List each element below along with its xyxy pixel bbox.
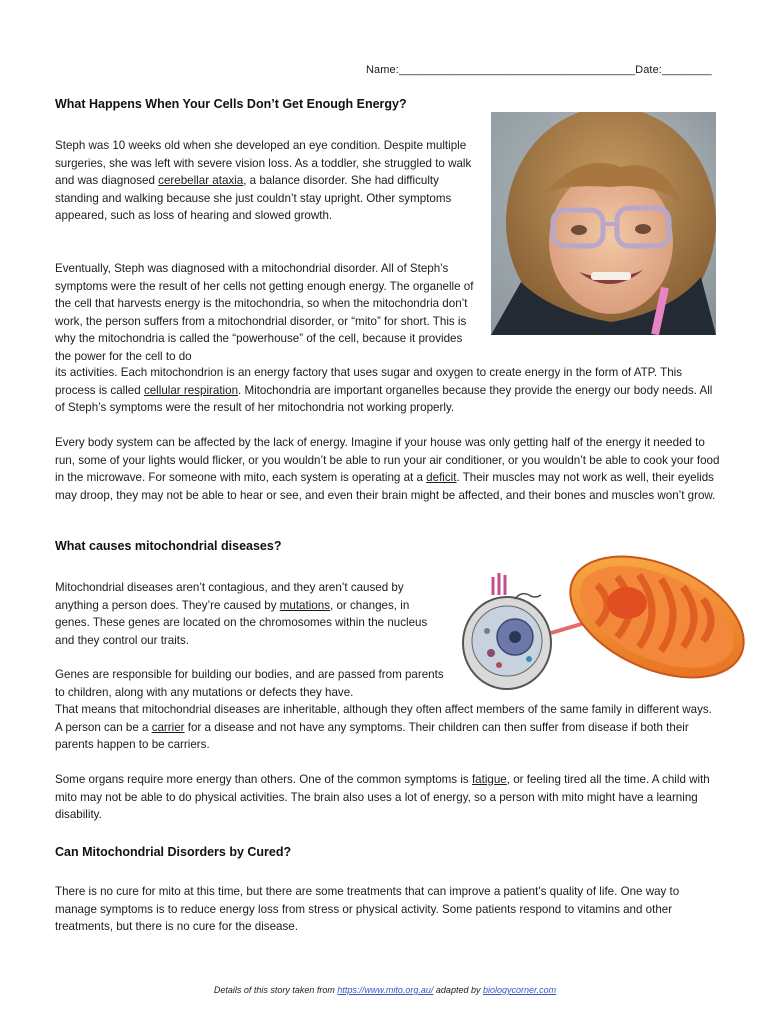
section1-p2-text-a: its activities. Each mitochondrion is an energy factory that uses sugar and oxygen to create energy in the form of ATP. This process is called [55,366,683,397]
section2-p1-text-a: Mitochondrial diseases aren’t contagious, and they aren’t caused by anything a person does. They’re caused by [55,581,404,612]
section1-paragraph-2-full [55,364,720,417]
footer-middle: adapted by [433,985,483,995]
section2-heading: What causes mitochondrial diseases? [55,539,282,553]
footer-prefix: Details of this story taken from [213,985,338,995]
section1-paragraph-2-wrapped: Eventually, Steph was diagnosed with a mitochondrial disorder. All of Steph’s symptoms were the result of her cells not getting enough energy. The organelle of the cell that harvests energy is the mitochondria, so when the mitochondria don’t work, the person suffers from a mitochondrial disorder, or “mito” for short. This is why the mitochondria is called the “powerhouse” of the cell, because it provides the power for the cell to do [55,262,474,363]
name-date-line: Name:______________________________________Date:________ [366,64,712,76]
term-cerebellar-ataxia: cerebellar ataxia [158,174,244,188]
cell-mitochondrion-illustration [457,555,757,695]
section1-paragraph-3 [55,434,720,504]
section1-p1-text-b: , a balance disorder. She had difficulty standing and walking because she just couldn’t stay upright. Other symptoms appeared, such as loss of hearing and slowed growth. [55,174,452,223]
footer-credit [0,985,770,995]
section1-p3-text-b: . Their muscles may not work as well, their eyelids may droop, they may not be able to hear or see, and even their brain might be affected, and their bones and muscles won’t grow. [55,471,716,502]
section1-paragraph-1 [55,137,480,225]
section1-p2-text-b: . Mitochondria are important organelles because they provide the energy our body needs. All of Steph’s symptoms were the result of her mitochondria not working properly. [55,383,713,415]
section2-paragraph-2-wrapped: Genes are responsible for building our bodies, and are passed from parents to children, along with any mutations or defects they have. [55,668,444,699]
section2-paragraph-2-full [55,701,720,754]
section2-p3-text-a: Some organs require more energy than others. One of the common symptoms is [55,773,472,786]
section1-p1-text-a: Steph was 10 weeks old when she developed an eye condition. Despite multiple surgeries, she was left with severe vision loss. As a toddler, she struggled to walk and was diagnosed [55,139,472,188]
term-fatigue: fatigue [471,773,507,786]
term-carrier: carrier [151,720,185,734]
section1-heading: What Happens When Your Cells Don’t Get Enough Energy? [55,97,407,111]
section2-p1-text-b: , or changes, in genes. These genes are located on the chromosomes within the nucleus and they control our traits. [55,598,428,647]
biologycorner-link[interactable]: biologycorner.com [482,985,557,995]
section2-paragraph-3 [55,771,720,824]
mito-org-link[interactable]: https://www.mito.org.au/ [337,985,434,995]
term-deficit: deficit [426,471,457,485]
section1-p3-text-a: Every body system can be affected by the lack of energy. Imagine if your house was only getting half of the energy it needed to run, some of your lights would flicker, or you wouldn’t be able to run your air conditioner, or you wouldn’t be able to cook your food in the microwave. For someone with mito, each system is operating at a [55,436,720,485]
girl-with-glasses-photo [491,112,716,335]
term-mutations: mutations [279,598,330,612]
section3-heading: Can Mitochondrial Disorders by Cured? [55,845,292,859]
term-cellular-respiration: cellular respiration [143,383,239,397]
section2-p2-text-a: That means that mitochondrial diseases are inheritable, although they often affect members of the same family in different ways. A person can be a [55,703,712,734]
section2-p2-text-b: for a disease and not have any symptoms. Their children can then suffer from disease if both their parents happen to be carriers. [55,720,689,752]
section2-paragraph-1 [55,579,445,649]
section2-p3-text-b: , or feeling tired all the time. A child with mito may not be able to do physical activities. The brain also uses a lot of energy, so a person with mito might have a learning disability. [55,773,710,822]
section3-paragraph-1: There is no cure for mito at this time, but there are some treatments that can improve a patient’s quality of life. One way to manage symptoms is to reduce energy loss from stress or physical activity. Some patients respond to vitamins and other treatments, but there is no cure for the disease. [55,885,680,934]
